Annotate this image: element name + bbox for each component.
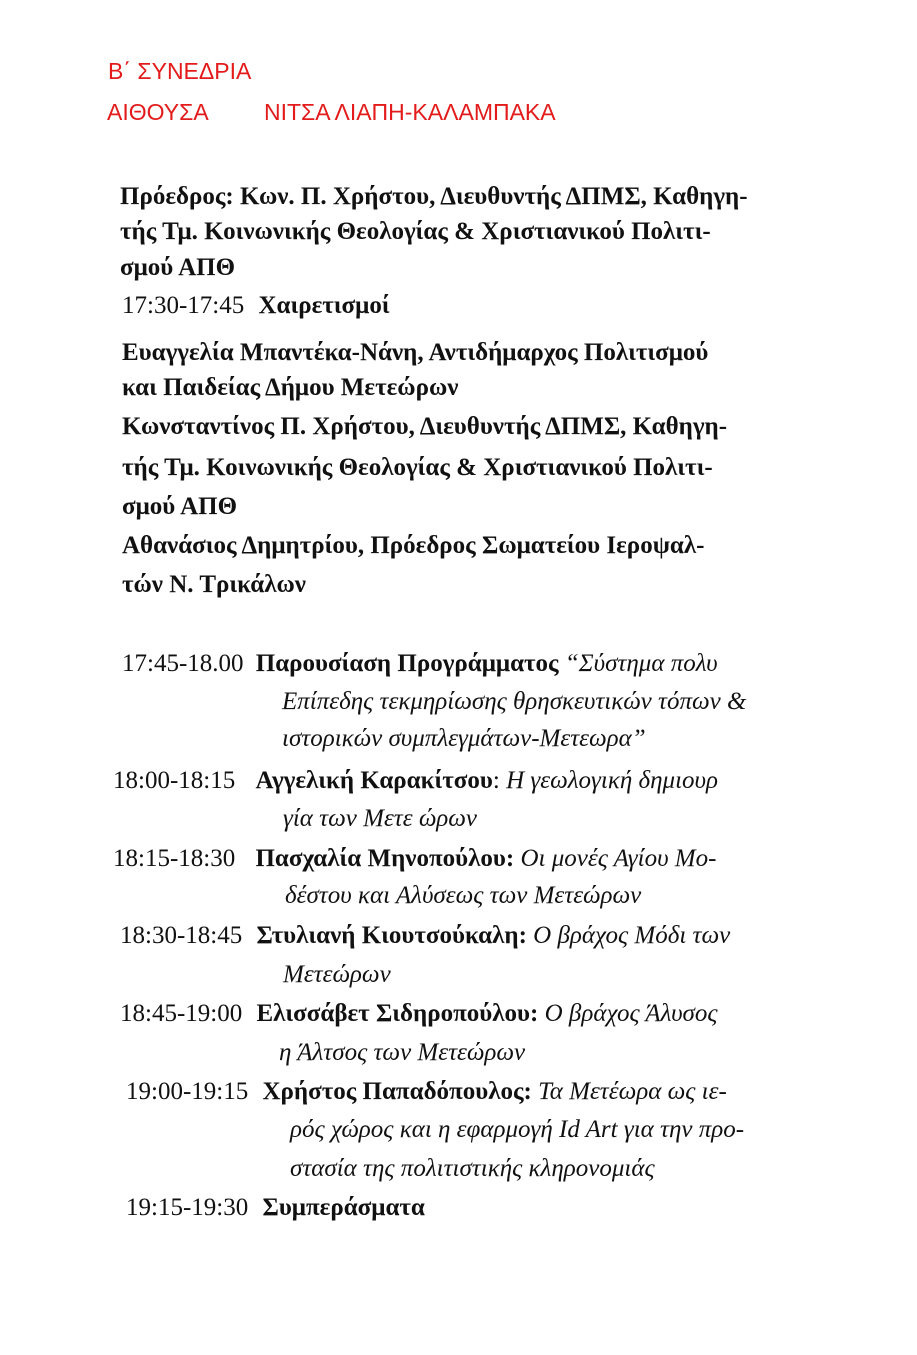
chair-line-1: Πρόεδρος: Κων. Π. Χρήστου, Διευθυντής ΔΠΜΣ, Καθηγη-	[120, 183, 748, 210]
chair-line-3: σμού ΑΠΘ	[120, 254, 236, 281]
program-row	[113, 840, 716, 877]
program-row	[122, 645, 718, 682]
program-title-cont: η Άλτσος των Μετεώρων	[279, 1039, 526, 1066]
program-speaker: Αγγελική Καρακίτσου	[255, 767, 493, 794]
program-title: Η γεωλογική δημιουρ	[506, 767, 718, 794]
greetings-line-7: τών Ν. Τρικάλων	[122, 571, 306, 598]
program-time: 18:15-18:30	[113, 845, 236, 872]
program-separator: :	[492, 767, 507, 794]
program-title: Τα Μετέωρα ως ιε-	[538, 1078, 727, 1105]
program-title-cont: Μετεώρων	[283, 961, 391, 988]
program-row	[126, 1073, 727, 1110]
program-row	[126, 1189, 425, 1226]
greetings-line-5: σμού ΑΠΘ	[122, 493, 238, 520]
greetings-line-6: Αθανάσιος Δημητρίου, Πρόεδρος Σωματείου Ιεροψαλ-	[122, 532, 705, 559]
program-row	[120, 995, 718, 1032]
program-title-cont: δέστου και Αλύσεως των Μετεώρων	[285, 882, 642, 909]
program-speaker: Ελισσάβετ Σιδηροπούλου:	[256, 1000, 539, 1027]
greetings-time: 17:30-17:45	[122, 292, 245, 319]
program-title: “Σύστημα πολυ	[564, 650, 718, 677]
program-title-cont: ιστορικών συμπλεγμάτων-Μετεωρα”	[282, 725, 646, 752]
hall-name: ΝΙΤΣΑ ΛΙΑΠΗ-ΚΑΛΑΜΠΑΚΑ	[264, 99, 556, 125]
program-title-cont: Επίπεδης τεκμηρίωσης θρησκευτικών τόπων &	[282, 688, 747, 715]
program-time: 18:00-18:15	[113, 767, 236, 794]
greetings-line-2: και Παιδείας Δήμου Μετεώρων	[122, 374, 459, 401]
program-speaker: Χρήστος Παπαδόπουλος:	[262, 1078, 532, 1105]
program-time: 19:00-19:15	[126, 1078, 249, 1105]
program-speaker: Πασχαλία Μηνοπούλου:	[255, 845, 515, 872]
greetings-title: Χαιρετισμοί	[258, 292, 390, 319]
program-title-cont: στασία της πολιτιστικής κληρονομιάς	[290, 1155, 655, 1182]
program-speaker: Συμπεράσματα	[262, 1194, 425, 1221]
program-time: 18:30-18:45	[120, 922, 243, 949]
program-title: Ο βράχος Άλυσος	[544, 1000, 718, 1027]
session-title: Β΄ ΣΥΝΕΔΡΙΑ	[108, 58, 252, 84]
greetings-line-1: Ευαγγελία Μπαντέκα-Νάνη, Αντιδήμαρχος Πολιτισμού	[122, 339, 709, 366]
hall-label: ΑΙΘΟΥΣΑ	[107, 99, 209, 125]
program-title-cont: γία των Μετε ώρων	[283, 805, 478, 832]
program-speaker: Παρουσίαση Προγράμματος	[255, 650, 559, 677]
program-row	[120, 917, 730, 954]
program-time: 17:45-18.00	[122, 650, 244, 677]
greetings-line-3: Κωνσταντίνος Π. Χρήστου, Διευθυντής ΔΠΜΣ, Καθηγη-	[122, 413, 728, 440]
chair-line-2: τής Τμ. Κοινωνικής Θεολογίας & Χριστιανικού Πολιτι-	[120, 218, 711, 245]
program-title-cont: ρός χώρος και η εφαρμογή Id Art για την προ-	[290, 1116, 745, 1143]
program-speaker: Στυλιανή Κιουτσούκαλη:	[256, 922, 527, 949]
greetings-row	[122, 287, 390, 324]
program-row	[113, 762, 718, 799]
program-title: Ο βράχος Μόδι των	[533, 922, 731, 949]
greetings-line-4: τής Τμ. Κοινωνικής Θεολογίας & Χριστιανικού Πολιτι-	[122, 454, 713, 481]
program-time: 18:45-19:00	[120, 1000, 243, 1027]
program-time: 19:15-19:30	[126, 1194, 249, 1221]
program-title: Οι μονές Αγίου Μο-	[520, 845, 717, 872]
